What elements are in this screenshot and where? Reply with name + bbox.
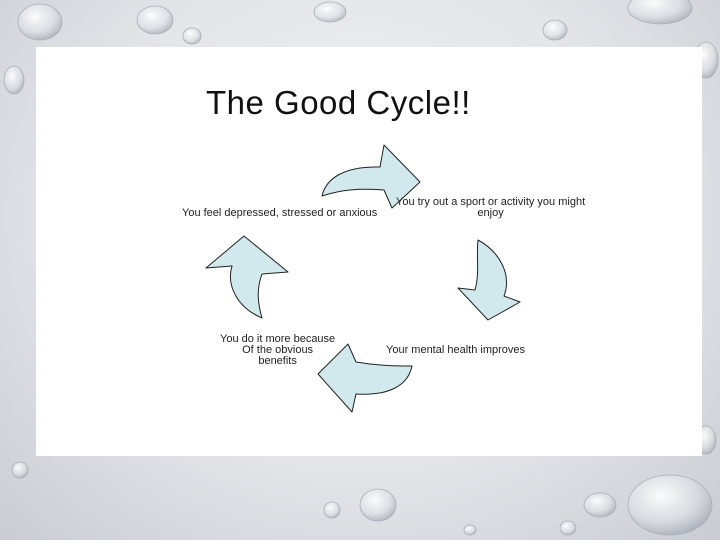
slide-title: The Good Cycle!! [206,84,471,121]
step-label-feel-depressed [182,208,377,219]
step-label-line: You feel depressed, stressed or anxious [182,207,378,219]
step-label-line: Your mental health improves [386,344,526,356]
step-label-line: You do it more because [220,333,336,345]
step-label-try-activity [396,197,585,219]
step-label-line: You try out a sport or activity you might [396,196,586,208]
step-label-line: Of the obvious [242,344,314,356]
cycle-arrow-right [458,240,520,320]
step-label-line: benefits [258,355,297,367]
step-label-do-it-more [220,334,335,367]
cycle-arrow-left [206,236,288,318]
step-label-mental-health [386,345,525,356]
step-label-line: enjoy [477,207,504,219]
